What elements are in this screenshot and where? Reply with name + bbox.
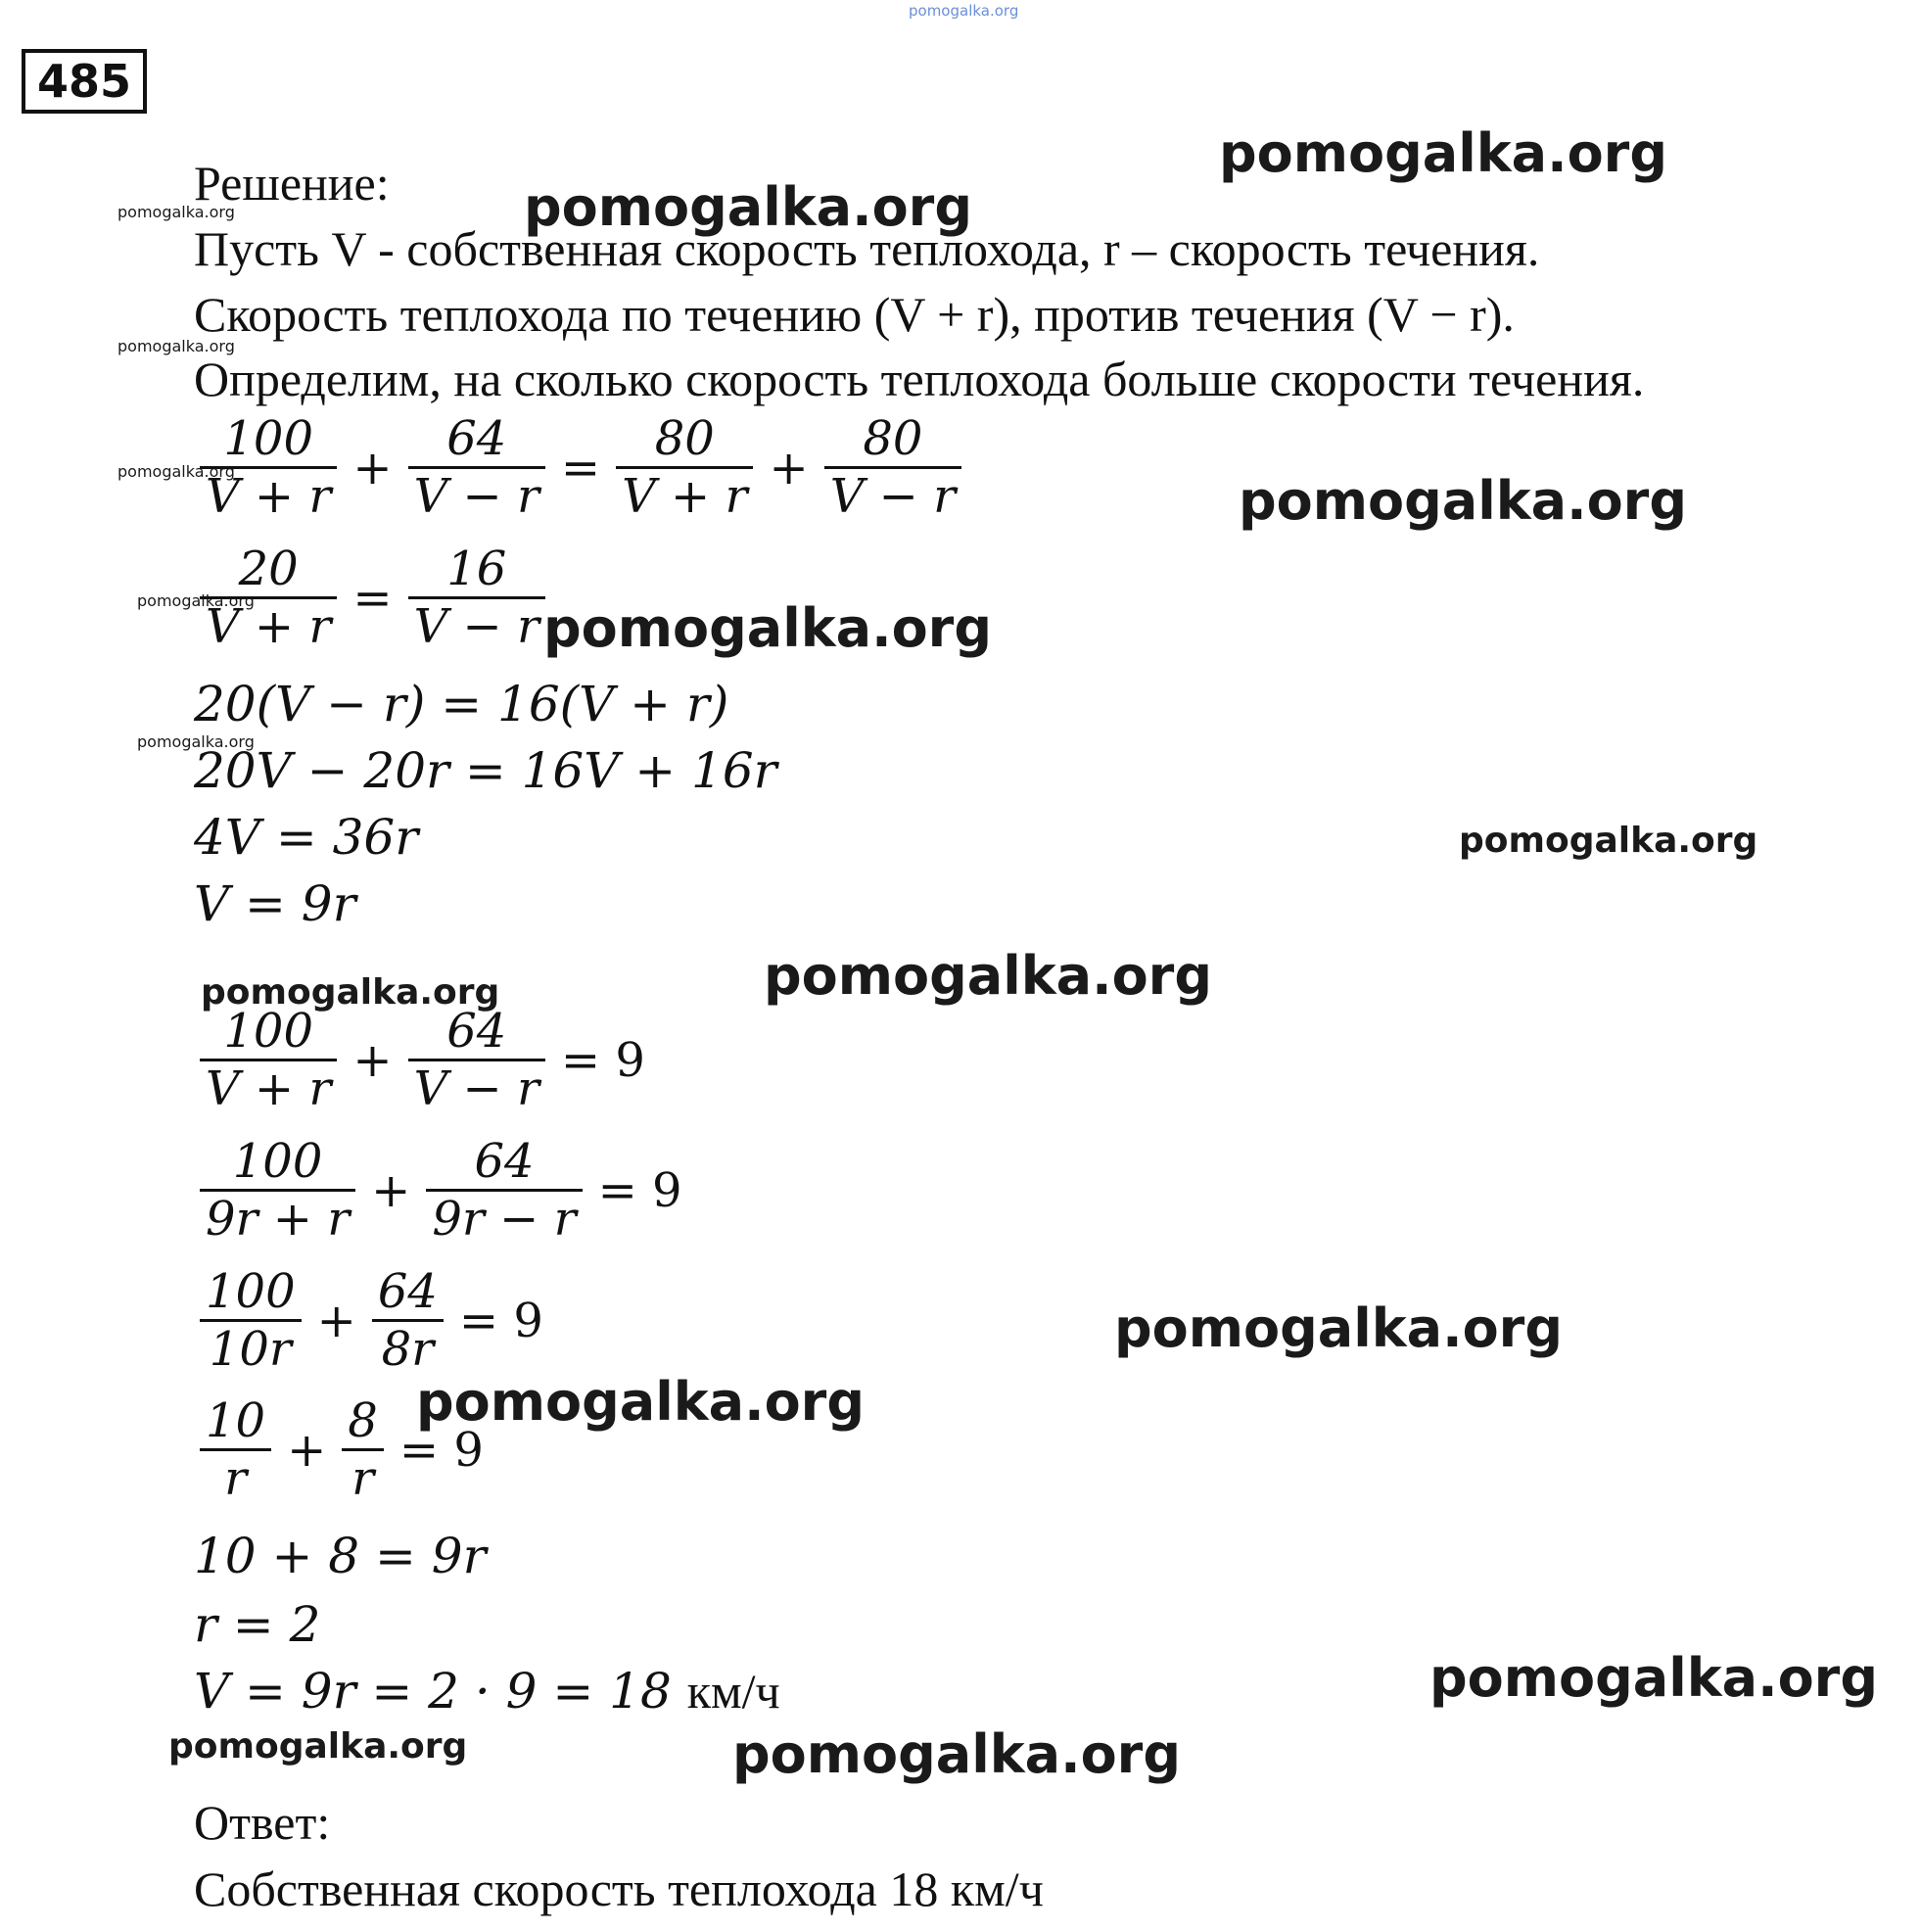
equation-1	[194, 411, 967, 524]
watermark[interactable]: pomogalka.org	[764, 945, 1212, 1007]
denominator: 10r	[209, 1322, 292, 1377]
operator: +	[287, 1422, 327, 1478]
numerator: 64	[474, 1134, 535, 1189]
denominator: 9r − r	[432, 1192, 577, 1247]
answer-heading: Ответ:	[194, 1795, 331, 1850]
numerator: 100	[206, 1264, 296, 1319]
text-line-1: Пусть V - собственная скорость теплохода, r – скорость течения.	[194, 221, 1540, 276]
fraction	[426, 1134, 582, 1247]
problem-number: 485	[22, 49, 147, 114]
numerator: 8	[348, 1393, 378, 1448]
numerator: 100	[232, 1134, 323, 1189]
numerator: 20	[238, 542, 299, 596]
denominator: V + r	[206, 1061, 332, 1116]
denominator: V − r	[829, 469, 957, 524]
numerator: 64	[377, 1264, 438, 1319]
watermark[interactable]: pomogalka.org	[1219, 122, 1667, 184]
fraction	[408, 411, 545, 524]
equation-10	[194, 1393, 493, 1506]
numerator: 64	[446, 411, 507, 466]
watermark[interactable]: pomogalka.org	[1239, 470, 1687, 532]
operator: +	[352, 440, 393, 495]
numerator: 64	[446, 1004, 507, 1059]
equation-line-5: 4V = 36r	[194, 809, 419, 866]
watermark-small[interactable]: pomogalka.org	[137, 591, 255, 610]
watermark-small[interactable]: pomogalka.org	[117, 203, 235, 221]
denominator: V − r	[413, 1061, 539, 1116]
fraction	[824, 411, 961, 524]
denominator: r	[224, 1451, 248, 1506]
watermark-top[interactable]: pomogalka.org	[909, 2, 1019, 20]
operator: +	[371, 1162, 411, 1218]
fraction	[408, 1004, 545, 1116]
equation-line-13-math: V = 9r = 2 · 9 = 18	[194, 1663, 672, 1720]
equation-line-13	[194, 1663, 780, 1720]
watermark[interactable]: pomogalka.org	[543, 597, 992, 659]
equation-line-11: 10 + 8 = 9r	[194, 1528, 487, 1584]
equation-line-12: r = 2	[194, 1596, 321, 1653]
denominator: 9r + r	[206, 1192, 351, 1247]
unit-label: км/ч	[686, 1664, 780, 1719]
watermark[interactable]: pomogalka.org	[732, 1723, 1181, 1785]
fraction	[200, 1393, 271, 1506]
fraction	[200, 542, 337, 654]
equation-rhs: = 9	[398, 1422, 484, 1478]
operator: =	[560, 440, 601, 495]
text-line-2: Скорость теплохода по течению (V + r), против течения (V − r).	[194, 287, 1515, 342]
denominator: V + r	[206, 469, 332, 524]
equation-rhs: = 9	[560, 1032, 645, 1088]
fraction	[200, 411, 337, 524]
watermark[interactable]: pomogalka.org	[1459, 821, 1758, 861]
watermark-small[interactable]: pomogalka.org	[117, 462, 235, 481]
equation-8	[194, 1134, 692, 1247]
watermark[interactable]: pomogalka.org	[524, 176, 972, 238]
watermark[interactable]: pomogalka.org	[1114, 1297, 1563, 1359]
numerator: 80	[863, 411, 923, 466]
equation-9	[194, 1264, 553, 1377]
operator: +	[316, 1293, 356, 1348]
equation-line-4: 20V − 20r = 16V + 16r	[194, 742, 777, 799]
denominator: 8r	[381, 1322, 435, 1377]
fraction	[372, 1264, 444, 1377]
watermark-small[interactable]: pomogalka.org	[117, 337, 235, 355]
watermark[interactable]: pomogalka.org	[201, 972, 500, 1013]
equation-rhs: = 9	[597, 1162, 682, 1218]
numerator: 10	[206, 1393, 266, 1448]
equation-2	[194, 542, 551, 654]
watermark[interactable]: pomogalka.org	[1429, 1647, 1878, 1709]
numerator: 80	[654, 411, 715, 466]
fraction	[616, 411, 753, 524]
numerator: 100	[223, 411, 313, 466]
text-line-3: Определим, на сколько скорость теплохода больше скорости течения.	[194, 352, 1645, 406]
fraction	[342, 1393, 384, 1506]
denominator: V − r	[413, 469, 539, 524]
denominator: V + r	[206, 599, 332, 654]
watermark[interactable]: pomogalka.org	[416, 1371, 865, 1433]
denominator: V − r	[413, 599, 539, 654]
operator: +	[769, 440, 809, 495]
equation-7	[194, 1004, 655, 1116]
equation-line-6: V = 9r	[194, 875, 356, 932]
answer-text: Собственная скорость теплохода 18 км/ч	[194, 1861, 1044, 1916]
operator: +	[352, 1032, 393, 1088]
equation-line-3: 20(V − r) = 16(V + r)	[194, 676, 729, 732]
fraction	[200, 1134, 355, 1247]
watermark[interactable]: pomogalka.org	[168, 1726, 468, 1767]
denominator: r	[351, 1451, 375, 1506]
solution-heading: Решение:	[194, 156, 390, 211]
watermark-small[interactable]: pomogalka.org	[137, 732, 255, 751]
denominator: V + r	[622, 469, 748, 524]
fraction	[408, 542, 545, 654]
operator: =	[352, 570, 393, 626]
numerator: 100	[223, 1004, 313, 1059]
equation-rhs: = 9	[458, 1293, 543, 1348]
fraction	[200, 1004, 337, 1116]
fraction	[200, 1264, 302, 1377]
numerator: 16	[446, 542, 507, 596]
